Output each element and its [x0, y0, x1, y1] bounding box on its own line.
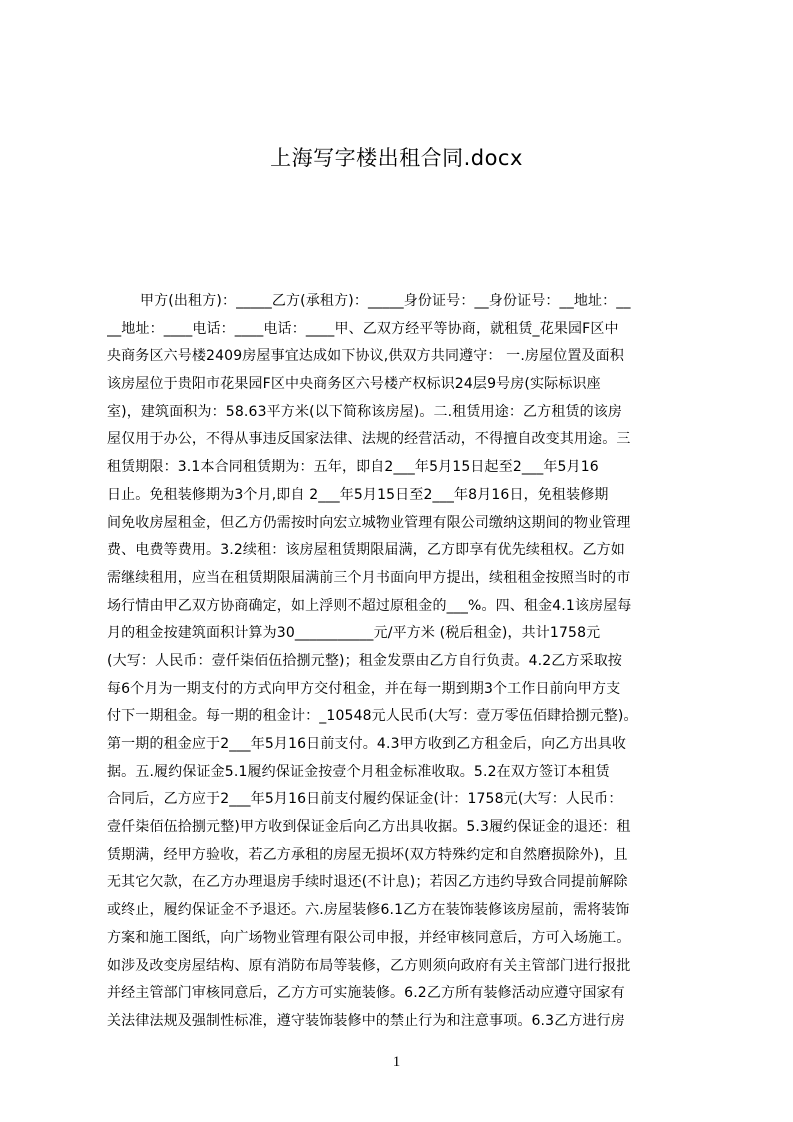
body-line: 该房屋位于贵阳市花果园F区中央商务区六号楼产权标识24层9号房(实际标识座	[107, 376, 601, 393]
body-line: 需继续租用，应当在租赁期限届满前三个月书面向甲方提出，续租租金按照当时的市	[107, 569, 631, 586]
body-line: 付下一期租金。每一期的租金计：_10548元人民币(大写：壹万零伍佰肆拾捌元整)。	[107, 708, 638, 725]
body-line: 费、电费等费用。3.2续租：该房屋租赁期限届满，乙方即享有优先续租权。乙方如	[107, 542, 625, 559]
body-line: 赁期满，经甲方验收，若乙方承租的房屋无损坏(双方特殊约定和自然磨损除外)，且	[107, 846, 628, 863]
body-line: 室)，建筑面积为：58.63平方米(以下简称该房屋)。二.租赁用途：乙方租赁的该房	[107, 403, 623, 420]
body-line: 甲方(出租方)：_____乙方(承租方)：_____身份证号：__身份证号：__地址：__	[140, 293, 631, 309]
body-line: 壹仟柒佰伍拾捌元整)甲方收到保证金后向乙方出具收据。5.3履约保证金的退还：租	[107, 819, 631, 836]
body-line: 场行情由甲乙双方协商确定，如上浮则不超过原租金的___%。四、租金4.1该房屋每	[107, 597, 632, 614]
body-line: 关法律法规及强制性标准，遵守装饰装修中的禁止行为和注意事项。6.3乙方进行房	[107, 1012, 625, 1029]
body-line: 屋仅用于办公，不得从事违反国家法律、法规的经营活动，不得擅自改变其用途。三	[107, 431, 631, 448]
body-line: 如涉及改变房屋结构、原有消防布局等装修，乙方则须向政府有关主管部门进行报批	[107, 957, 631, 974]
body-line: 或终止，履约保证金不予退还。六.房屋装修6.1乙方在装饰装修该房屋前，需将装饰	[107, 902, 630, 919]
body-line: 据。五.履约保证金5.1履约保证金按壹个月租金标准收取。5.2在双方签订本租赁	[107, 763, 610, 780]
body-line: 方案和施工图纸，向广场物业管理有限公司申报，并经审核同意后，方可入场施工。	[107, 929, 631, 946]
body-line: 日止。免租装修期为3个月,即自 2___年5月15日至2___年8月16日，免租装修期	[107, 486, 609, 503]
body-line: __地址：____电话：____电话：____甲、乙双方经平等协商，就租赁_花果园F区中	[107, 320, 619, 337]
body-line: (大写：人民币：壹仟柒佰伍拾捌元整)；租金发票由乙方自行负责。4.2乙方采取按	[107, 652, 623, 669]
document-title: 上海写字楼出租合同.docx	[270, 146, 523, 170]
body-line: 央商务区六号楼2409房屋事宜达成如下协议,供双方共同遵守： 一.房屋位置及面积	[107, 348, 624, 365]
body-line: 第一期的租金应于2___年5月16日前支付。4.3甲方收到乙方租金后，向乙方出具收	[107, 736, 627, 752]
body-line: 无其它欠款，在乙方办理退房手续时退还(不计息)；若因乙方违约导致合同提前解除	[107, 874, 628, 891]
body-line: 间免收房屋租金，但乙方仍需按时向宏立城物业管理有限公司缴纳这期间的物业管理	[107, 514, 631, 531]
body-line: 每6个月为一期支付的方式向甲方交付租金，并在每一期到期3个工作日前向甲方支	[107, 680, 621, 697]
body-line: 并经主管部门审核同意后，乙方方可实施装修。6.2乙方所有装修活动应遵守国家有	[107, 985, 625, 1002]
page-number: 1	[392, 1054, 401, 1070]
body-line: 月的租金按建筑面积计算为30___________元/平方米 (税后租金)，共计1758元	[107, 625, 601, 642]
body-line: 租赁期限：3.1本合同租赁期为：五年，即自2___年5月15日起至2___年5月16	[107, 459, 599, 476]
body-line: 合同后，乙方应于2___年5月16日前支付履约保证金(计：1758元(大写：人民币：	[107, 791, 623, 808]
contract-body	[107, 288, 698, 1036]
